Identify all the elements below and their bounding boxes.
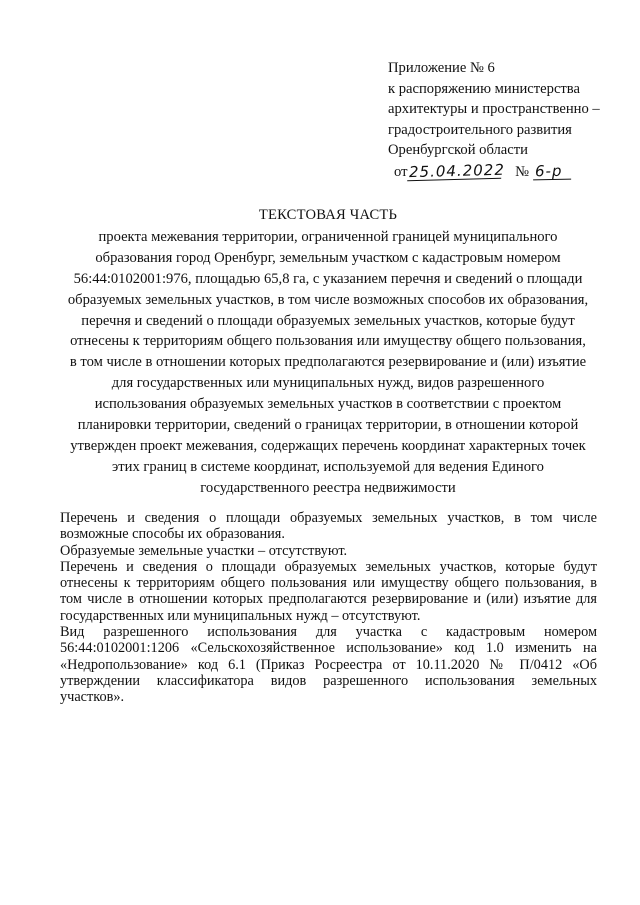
heading-line: утвержден проект межевания, содержащих перечень координат характерных точек bbox=[70, 437, 586, 454]
appendix-block bbox=[388, 58, 633, 183]
appendix-line: Оренбургской области bbox=[388, 142, 528, 159]
heading-line: перечня и сведений о площади образуемых земельных участков, которые будут bbox=[81, 312, 575, 329]
body-paragraph: Вид разрешенного использования для участка с кадастровым номером 56:44:0102001:1206 «Сельскохозяйственное использование» код 1.0 изменить на «Недропользование» код 6.1 (Приказ Росреестра от 10.11.2020 № П/0412 «Об утверждении классификатора видов разрешенного использования земельных участков». bbox=[60, 624, 597, 706]
appendix-line: градостроительного развития bbox=[388, 121, 572, 138]
heading-line: 56:44:0102001:976, площадью 65,8 га, с указанием перечня и сведений о площади bbox=[73, 270, 583, 287]
handwritten-number: 6-р bbox=[533, 163, 571, 181]
heading-line: этих границ в системе координат, используемой для ведения Единого bbox=[112, 458, 544, 475]
document-body bbox=[60, 510, 597, 706]
date-number-row bbox=[394, 162, 633, 183]
heading-line: образования город Оренбург, земельным участком с кадастровым номером bbox=[95, 249, 561, 266]
handwritten-date: 25.04.2022 bbox=[409, 160, 506, 182]
heading-line: образуемых земельных участков, в том числе возможных способов их образования, bbox=[67, 291, 589, 308]
appendix-line: Приложение № 6 bbox=[388, 60, 495, 76]
number-prefix: № bbox=[515, 163, 530, 180]
heading-line: планировки территории, сведений о границах территории, в отношении которой bbox=[77, 417, 579, 434]
body-paragraph: Перечень и сведения о площади образуемых земельных участков, которые будут отнесены к территориям общего пользования или имуществу общего пользования, в том числе в отношении которых предполагаются резервирование и (или) изъятие для государственных или муниципальных нужд – отсутствуют. bbox=[60, 558, 597, 624]
heading-line: государственного реестра недвижимости bbox=[200, 479, 456, 496]
document-heading bbox=[60, 205, 596, 499]
heading-line: проекта межевания территории, ограниченной границей муниципального bbox=[98, 228, 558, 245]
body-paragraph: Перечень и сведения о площади образуемых земельных участков, в том числе возможные способы их образования. bbox=[60, 510, 597, 543]
heading-line: использования образуемых земельных участков в соответствии с проектом bbox=[94, 396, 562, 413]
document-title: ТЕКСТОВАЯ ЧАСТЬ bbox=[258, 207, 398, 223]
heading-line: в том числе в отношении которых предполагаются резервирование и (или) изъятие bbox=[69, 354, 587, 371]
body-paragraph: Образуемые земельные участки – отсутствуют. bbox=[60, 542, 348, 559]
heading-line: отнесены к территориям общего пользования или имуществу общего пользования, bbox=[70, 333, 586, 350]
appendix-line: архитектуры и пространственно – bbox=[388, 101, 600, 118]
date-prefix: от bbox=[394, 163, 408, 180]
heading-line: для государственных или муниципальных нужд, видов разрешенного bbox=[111, 375, 545, 392]
appendix-line: к распоряжению министерства bbox=[388, 80, 580, 97]
